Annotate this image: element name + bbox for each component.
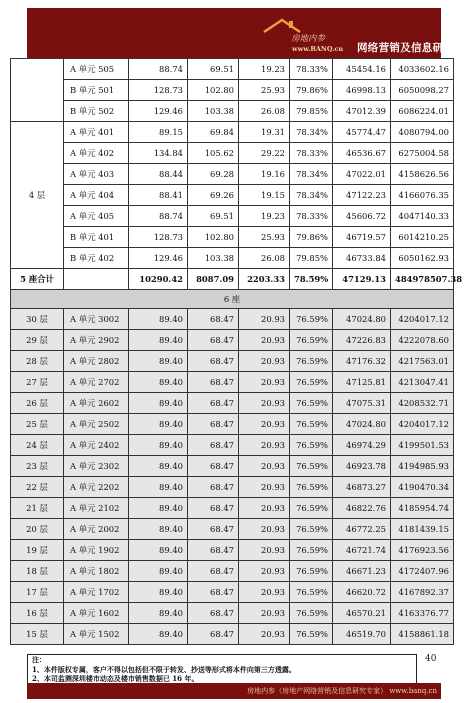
header-title: 网络营销及信息研究专家 [357,42,476,54]
table-cell: 68.47 [188,414,239,435]
table-row [11,477,454,498]
table-cell: 79.86% [290,80,333,101]
table-row [11,435,454,456]
table-cell: 4167892.37 [391,582,454,603]
table-cell: 68.47 [188,498,239,519]
table-cell: 69.28 [188,164,239,185]
table-row [11,561,454,582]
table-row [11,414,454,435]
table-cell: A 单元 1702 [64,582,129,603]
table-cell: 76.59% [290,330,333,351]
table-cell: 22 层 [11,477,64,498]
table-cell: 47075.31 [333,393,391,414]
table-cell: 45774.47 [333,122,391,143]
table-cell: 76.59% [290,309,333,330]
table-cell: 46620.72 [333,582,391,603]
table-cell: 46822.76 [333,498,391,519]
table-cell: 20.93 [239,540,290,561]
table-cell: 4166076.35 [391,185,454,206]
table-cell: 46733.84 [333,248,391,269]
brand-url: www.BANQ.cn [292,45,344,53]
table-row [11,603,454,624]
table-cell: 2203.33 [239,269,290,290]
table-cell: 20.93 [239,477,290,498]
table-cell: 4163376.77 [391,603,454,624]
table-cell: A 单元 2502 [64,414,129,435]
table-cell: 69.51 [188,59,239,80]
table-cell: 20.93 [239,330,290,351]
table-cell: 19.23 [239,59,290,80]
table-cell: 78.34% [290,164,333,185]
table-cell: 19.31 [239,122,290,143]
table-cell: 4222078.60 [391,330,454,351]
table-cell: 89.40 [129,309,188,330]
table-row [11,59,454,80]
table-cell: 20.93 [239,351,290,372]
table-cell: 4190470.34 [391,477,454,498]
table-cell: 4080794.00 [391,122,454,143]
table-cell: 79.86% [290,227,333,248]
table-cell: 20.93 [239,456,290,477]
table-cell: 6014210.25 [391,227,454,248]
table-cell: 78.59% [290,269,333,290]
table-cell: 76.59% [290,561,333,582]
table-cell: 76.59% [290,540,333,561]
table-cell: 484978507.38 [391,269,454,290]
page-number: 40 [425,654,437,664]
table-cell: 4176923.56 [391,540,454,561]
table-cell: 20.93 [239,582,290,603]
table-cell: 46772.25 [333,519,391,540]
table-cell: 46923.78 [333,456,391,477]
table-cell: 26 层 [11,393,64,414]
table-cell: 4194985.93 [391,456,454,477]
table-cell: 128.73 [129,80,188,101]
table-cell: 45454.16 [333,59,391,80]
table-cell: 46570.21 [333,603,391,624]
table-cell: 4213047.41 [391,372,454,393]
table-cell: 6086224.01 [391,101,454,122]
table-cell: 76.59% [290,603,333,624]
table-row [11,372,454,393]
table-cell: A 单元 404 [64,185,129,206]
table-cell: 29 层 [11,330,64,351]
table-cell: 88.74 [129,59,188,80]
table-row [11,269,454,290]
table-cell: 21 层 [11,498,64,519]
table-cell: 4158861.18 [391,624,454,645]
table-cell: 19 层 [11,540,64,561]
table-cell: 47022.01 [333,164,391,185]
table-cell: 105.62 [188,143,239,164]
table-row [11,540,454,561]
table-cell: A 单元 2302 [64,456,129,477]
table-cell: 76.59% [290,519,333,540]
table-cell: 46873.27 [333,477,391,498]
footnote [27,654,417,686]
table-cell: 89.40 [129,603,188,624]
table-cell: A 单元 2002 [64,519,129,540]
table-row [11,101,454,122]
table-row [11,143,454,164]
table-row [11,309,454,330]
table-cell: 19.23 [239,206,290,227]
table-cell: 128.73 [129,227,188,248]
table-cell: 16 层 [11,603,64,624]
table-cell: A 单元 1802 [64,561,129,582]
table-cell: 76.59% [290,372,333,393]
table-cell: 4185954.74 [391,498,454,519]
table-cell [64,269,129,290]
table-cell: 103.38 [188,101,239,122]
table-cell: 46721.74 [333,540,391,561]
table-cell: 78.34% [290,185,333,206]
table-cell: 88.44 [129,164,188,185]
table-cell: B 单元 502 [64,101,129,122]
table-cell: 20.93 [239,624,290,645]
table-cell: 47012.39 [333,101,391,122]
table-cell: 24 层 [11,435,64,456]
table-cell: 4181439.15 [391,519,454,540]
table-cell: 102.80 [188,80,239,101]
table-cell: 89.40 [129,435,188,456]
table-cell: 19.16 [239,164,290,185]
table-cell: A 单元 505 [64,59,129,80]
table-cell: A 单元 2402 [64,435,129,456]
table-cell: A 单元 2902 [64,330,129,351]
table-cell: 89.40 [129,624,188,645]
table-cell: 129.46 [129,248,188,269]
table-cell: 20.93 [239,309,290,330]
table-cell: 79.85% [290,101,333,122]
footnote-line: 2、本司监测深圳楼市动态及楼市销售数据已 16 年。 [32,674,199,683]
table-row [11,164,454,185]
table-cell: 88.74 [129,206,188,227]
table-cell: 89.40 [129,393,188,414]
table-cell [11,59,64,122]
table-cell: 76.59% [290,498,333,519]
table-cell: 68.47 [188,477,239,498]
table-cell: 68.47 [188,330,239,351]
table-cell: 46719.57 [333,227,391,248]
table-cell: 68.47 [188,309,239,330]
table-cell: A 单元 2202 [64,477,129,498]
table-row [11,351,454,372]
table-cell: 68.47 [188,435,239,456]
table-cell: 78.33% [290,59,333,80]
table-cell: 17 层 [11,582,64,603]
table-cell: A 单元 2702 [64,372,129,393]
table-cell: 20.93 [239,372,290,393]
table-cell: 89.40 [129,540,188,561]
table-cell: 102.80 [188,227,239,248]
table-cell: 6050162.93 [391,248,454,269]
table-row [11,185,454,206]
table-cell: 68.47 [188,456,239,477]
table-cell: 46974.29 [333,435,391,456]
table-cell: B 单元 401 [64,227,129,248]
table-cell: 45606.72 [333,206,391,227]
table-cell: 68.47 [188,561,239,582]
table-cell: 68.47 [188,393,239,414]
table-cell: A 单元 2602 [64,393,129,414]
table-cell: 25.93 [239,227,290,248]
table-cell: B 单元 501 [64,80,129,101]
table-row [11,519,454,540]
table-cell: 4208532.71 [391,393,454,414]
table-cell: 46998.13 [333,80,391,101]
table-cell: 4033602.16 [391,59,454,80]
table-cell: 76.59% [290,393,333,414]
table-cell: 78.33% [290,206,333,227]
table-cell: 47226.83 [333,330,391,351]
table-cell: 4199501.53 [391,435,454,456]
table-cell: 46536.67 [333,143,391,164]
table-row [11,582,454,603]
table-cell: 46671.23 [333,561,391,582]
table-cell: A 单元 2102 [64,498,129,519]
table-cell: 69.84 [188,122,239,143]
table-cell: 4158626.56 [391,164,454,185]
table-cell: 47176.32 [333,351,391,372]
table-cell: 4047140.33 [391,206,454,227]
table-cell: 76.59% [290,477,333,498]
table-row [11,206,454,227]
table-cell: 47024.80 [333,414,391,435]
table-row [11,80,454,101]
table-cell: 5 座合计 [11,269,64,290]
table-cell: 27 层 [11,372,64,393]
table-cell: 76.59% [290,435,333,456]
table-cell: 78.34% [290,122,333,143]
table-cell: 4172407.96 [391,561,454,582]
table-cell: 25.93 [239,80,290,101]
table-cell: 68.47 [188,540,239,561]
table-cell: 4204017.12 [391,414,454,435]
table-row [11,393,454,414]
table-cell: 6050098.27 [391,80,454,101]
table-cell: 103.38 [188,248,239,269]
table-cell: 68.47 [188,603,239,624]
table-cell: 20.93 [239,435,290,456]
brand-name: 房地内参 [291,34,326,44]
table-row [11,330,454,351]
table-cell: 47125.81 [333,372,391,393]
table-cell: 20.93 [239,603,290,624]
table-cell: 26.08 [239,101,290,122]
table-cell: 4217563.01 [391,351,454,372]
table-cell: 8087.09 [188,269,239,290]
table-row [11,498,454,519]
table-cell: 18 层 [11,561,64,582]
page-footer: 房地内参（房地产网络营销及信息研究专家） www.banq.cn [27,683,441,699]
table-cell: 89.40 [129,519,188,540]
table-cell: 19.15 [239,185,290,206]
table-row [11,227,454,248]
table-cell: A 单元 1502 [64,624,129,645]
table-cell: 89.40 [129,498,188,519]
table-cell: 76.59% [290,582,333,603]
footnote-heading: 注： [32,655,46,664]
table-cell: 26.08 [239,248,290,269]
table-cell: 76.59% [290,456,333,477]
table-cell: 69.26 [188,185,239,206]
table-cell: 76.59% [290,351,333,372]
table-cell: A 单元 403 [64,164,129,185]
table-cell: 20 层 [11,519,64,540]
table-cell: 68.47 [188,351,239,372]
table-cell: 89.40 [129,582,188,603]
table-row [11,122,454,143]
table-row [11,456,454,477]
table-cell: 46519.70 [333,624,391,645]
table-row [11,290,454,309]
table-cell: 20.93 [239,561,290,582]
page-header [27,8,476,58]
table-cell: 89.40 [129,456,188,477]
table-cell: 89.40 [129,561,188,582]
table-cell: 15 层 [11,624,64,645]
table-cell: 68.47 [188,372,239,393]
table-cell: 76.59% [290,624,333,645]
table-cell: A 单元 405 [64,206,129,227]
table-cell: 47122.23 [333,185,391,206]
table-cell: 20.93 [239,498,290,519]
table-cell: 89.40 [129,351,188,372]
table-cell: 10290.42 [129,269,188,290]
table-cell: 129.46 [129,101,188,122]
table-cell: A 单元 402 [64,143,129,164]
table-cell: 89.40 [129,330,188,351]
table-cell: 89.40 [129,477,188,498]
table-cell: A 单元 1902 [64,540,129,561]
table-cell: 68.47 [188,582,239,603]
table-cell: 88.41 [129,185,188,206]
table-cell: A 单元 3002 [64,309,129,330]
table-cell: 78.33% [290,143,333,164]
table-cell: A 单元 1602 [64,603,129,624]
table-row [11,624,454,645]
footnote-line: 1、本件版权专属，客户不得以包括但不限于转发、抄送等形式将本件向第三方透露。 [32,664,296,674]
table-cell: 20.93 [239,393,290,414]
table-cell: B 单元 402 [64,248,129,269]
table-cell: 76.59% [290,414,333,435]
table-cell: A 单元 401 [64,122,129,143]
table-cell: 47024.80 [333,309,391,330]
table-cell: 6 座 [11,290,454,309]
table-cell: 47129.13 [333,269,391,290]
table-cell: 68.47 [188,519,239,540]
table-cell: 28 层 [11,351,64,372]
price-table [10,58,463,645]
table-cell: 29.22 [239,143,290,164]
table-cell: 89.15 [129,122,188,143]
table-cell: 134.84 [129,143,188,164]
table-cell: 68.47 [188,624,239,645]
table-cell: 69.51 [188,206,239,227]
table-cell: 4204017.12 [391,309,454,330]
table-cell: 79.85% [290,248,333,269]
table-cell: 89.40 [129,372,188,393]
table-cell: 20.93 [239,519,290,540]
table-cell: A 单元 2802 [64,351,129,372]
table-cell: 4 层 [11,122,64,269]
table-cell: 23 层 [11,456,64,477]
table-cell: 20.93 [239,414,290,435]
table-cell: 89.40 [129,414,188,435]
table-cell: 30 层 [11,309,64,330]
table-row [11,248,454,269]
table-cell: 6275004.58 [391,143,454,164]
table-cell: 25 层 [11,414,64,435]
